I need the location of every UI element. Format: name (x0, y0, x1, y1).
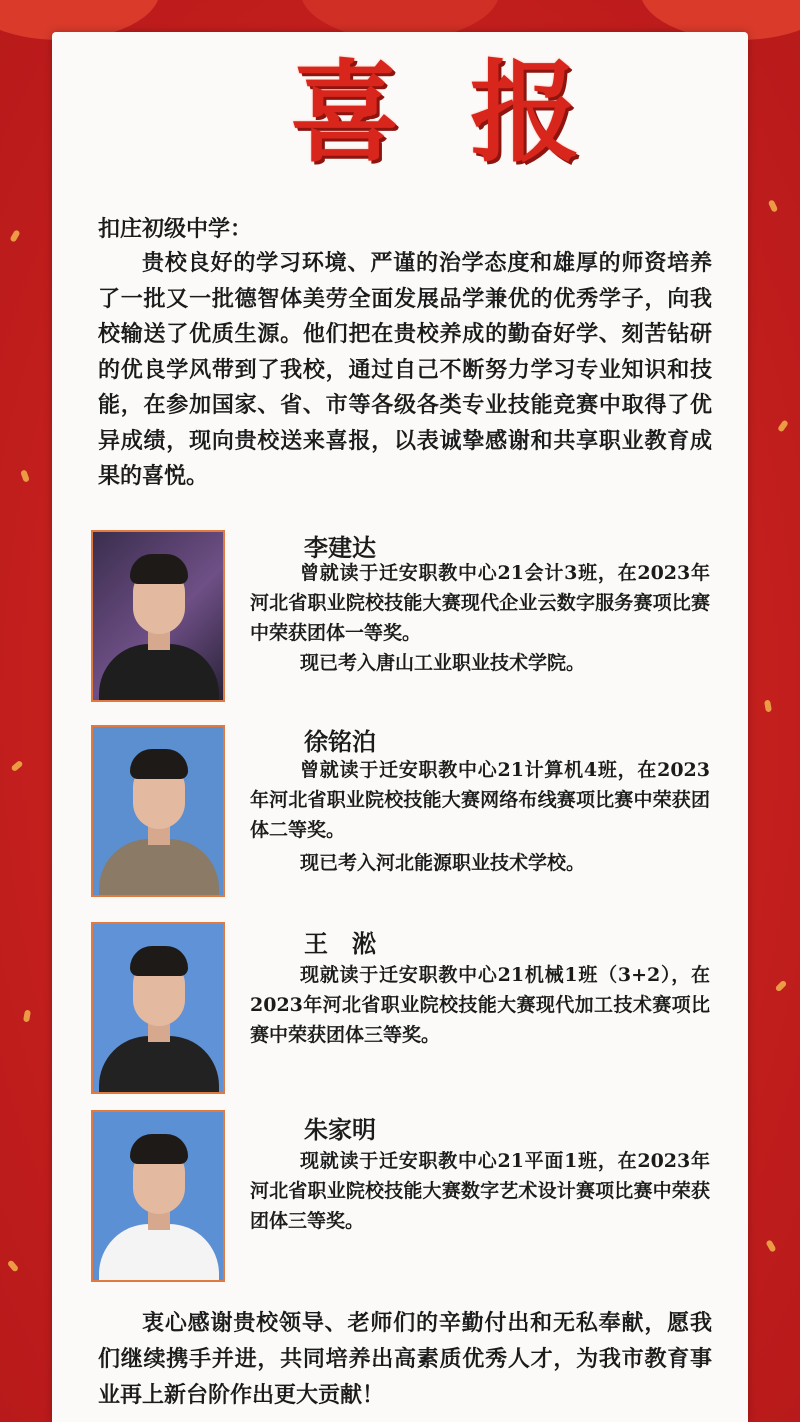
closing-paragraph: 衷心感谢贵校领导、老师们的辛勤付出和无私奉献，愿我们继续携手并进，共同培养出高素质优秀人才，为我市教育事业再上新台阶作出更大贡献！ (98, 1310, 712, 1408)
student-result: 现已考入河北能源职业技术学校。 (300, 852, 586, 874)
student-name: 王 淞 (304, 929, 376, 958)
headline: 喜报 (290, 49, 650, 177)
student-name: 李建达 (304, 533, 376, 562)
student-result: 现已考入唐山工业职业技术学院。 (300, 652, 586, 674)
student-photo (91, 922, 225, 1094)
student-description: 现就读于迁安职教中心21机械1班（3+2），在2023年河北省职业院校技能大赛现代加工技术赛项比赛中荣获团体三等奖。 (250, 964, 710, 1046)
intro-paragraph: 贵校良好的学习环境、严谨的治学态度和雄厚的师资培养了一批又一批德智体美劳全面发展品学兼优的优秀学子，向我校输送了优质生源。他们把在贵校养成的勤奋好学、刻苦钻研的优良学风带到了我校，通过自己不断努力学习专业知识和技能，在参加国家、省、市等各级各类专业技能竞赛中取得了优异成绩，现向贵校送来喜报，以表诚挚感谢和共享职业教育成果的喜悦。 (98, 250, 712, 489)
student-description: 现就读于迁安职教中心21平面1班，在2023年河北省职业院校技能大赛数字艺术设计赛项比赛中荣获团体三等奖。 (250, 1150, 710, 1232)
salutation: 扣庄初级中学： (98, 216, 253, 242)
student-photo (91, 725, 225, 897)
student-name: 朱家明 (304, 1115, 376, 1144)
student-description: 曾就读于迁安职教中心21会计3班，在2023年河北省职业院校技能大赛现代企业云数字服务赛项比赛中荣获团体一等奖。 (250, 562, 710, 644)
student-description: 曾就读于迁安职教中心21计算机4班，在2023年河北省职业院校技能大赛网络布线赛项比赛中荣获团体二等奖。 (250, 759, 710, 841)
student-photo (91, 530, 225, 702)
student-name: 徐铭泊 (304, 727, 376, 756)
student-photo (91, 1110, 225, 1282)
